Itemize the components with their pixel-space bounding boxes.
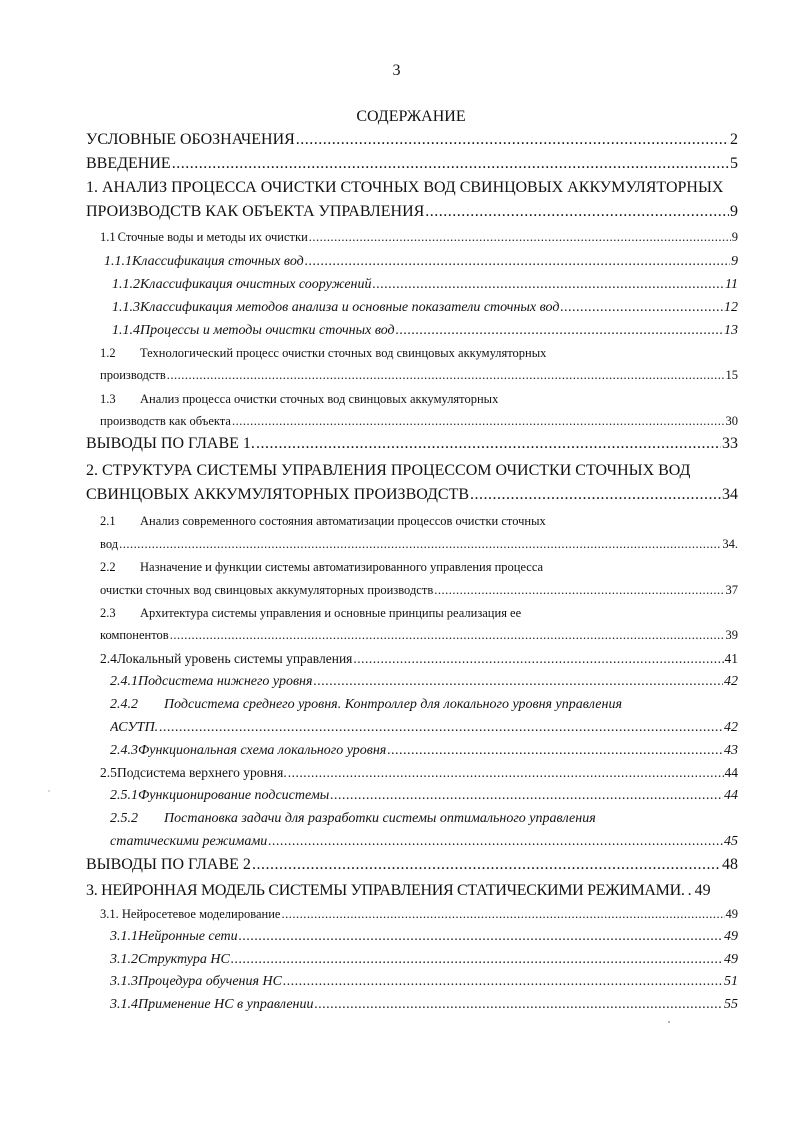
toc-entry-page: 30 [725, 415, 738, 428]
toc-entry-page: 51 [724, 975, 738, 989]
toc-entry-2-1[interactable] [100, 515, 740, 528]
toc-entry-text: Функциональная схема локального уровня [138, 744, 387, 758]
toc-entry-number: 1.1.1 [104, 255, 132, 269]
toc-entry-2-5-2[interactable] [110, 812, 740, 826]
toc-entry-conclusions-1[interactable] [86, 436, 738, 452]
toc-entry-3-1-3[interactable] [110, 975, 738, 989]
toc-entry-text: АСУТП. [110, 721, 159, 735]
leader-dots [560, 301, 723, 315]
leader-dots [305, 255, 730, 269]
toc-entry-number: 1.1.2 [112, 278, 140, 292]
toc-entry-3-1-4[interactable] [110, 998, 738, 1012]
toc-entry-page: 43 [724, 744, 738, 758]
leader-dots [170, 629, 725, 642]
toc-entry-number: 3.1.2 [110, 953, 138, 967]
toc-entry-number: 3.1.4 [110, 998, 138, 1012]
leader-dots [281, 908, 724, 921]
toc-entry-number: 1.3 [100, 393, 116, 406]
toc-entry-page: 9 [731, 231, 738, 244]
toc-entry-2-3[interactable] [100, 607, 740, 620]
toc-entry-1-2-cont[interactable] [100, 369, 738, 382]
toc-entry-number: 1.2 [100, 347, 116, 360]
toc-entry-2-2[interactable] [100, 561, 740, 574]
leader-dots [434, 584, 724, 597]
toc-entry-text: 2. СТРУКТУРА СИСТЕМЫ УПРАВЛЕНИЯ ПРОЦЕССОМ ОЧИСТКИ СТОЧНЫХ ВОД [86, 463, 691, 479]
toc-entry-page: 44 [724, 789, 738, 803]
toc-entry-text: Классификация методов анализа и основные показатели сточных вод [140, 301, 560, 315]
toc-entry-2-5[interactable] [100, 766, 738, 780]
toc-entry-page: 34 [722, 487, 738, 503]
toc-entry-text: Классификация очистных сооружений [140, 278, 372, 292]
toc-entry-1-3[interactable] [100, 393, 740, 406]
toc-entry-page: 9 [731, 255, 738, 269]
toc-entry-2-4-2[interactable] [110, 698, 740, 712]
toc-entry-text: ПРОИЗВОДСТВ КАК ОБЪЕКТА УПРАВЛЕНИЯ [86, 204, 425, 220]
toc-entry-text: 3. НЕЙРОННАЯ МОДЕЛЬ СИСТЕМЫ УПРАВЛЕНИЯ СТАТИЧЕСКИМИ РЕЖИМАМИ. [86, 883, 685, 899]
leader-dots [283, 975, 723, 989]
toc-entry-page: 55 [724, 998, 738, 1012]
toc-entry-text: Анализ процесса очистки сточных вод свинцовых аккумуляторных [140, 393, 499, 406]
toc-entry-page: 42 [724, 675, 738, 689]
toc-entry-text: Архитектура системы управления и основные принципы реализация ее [140, 607, 522, 620]
toc-entry-page: 9 [730, 204, 738, 220]
leader-dots [239, 930, 723, 944]
toc-entry-number: 2.4.2 [110, 698, 138, 712]
toc-entry-text: Классификация сточных вод [132, 255, 304, 269]
toc-entry-text: Локальный уровень системы управления [116, 652, 353, 666]
toc-entry-text: Функционирование подсистемы [138, 789, 330, 803]
toc-entry-1-1-1[interactable] [104, 255, 738, 269]
toc-entry-page: 49 [725, 908, 738, 921]
toc-entry-number: 1.1.4 [112, 324, 140, 338]
toc-entry-2-2-cont[interactable] [100, 584, 738, 597]
toc-entry-text: производств [100, 369, 166, 382]
leader-dots [353, 652, 723, 666]
toc-entry-text: вод [100, 538, 119, 551]
toc-entry-2-4-2-cont[interactable] [110, 721, 738, 735]
toc-entry-2-1-cont[interactable] [100, 538, 738, 551]
toc-entry-number: 1.1.3 [112, 301, 140, 315]
toc-entry-text: статическими режимами [110, 835, 268, 849]
toc-entry-text: производств как объекта [100, 415, 231, 428]
toc-entry-text: ВЫВОДЫ ПО ГЛАВЕ 2 [86, 857, 251, 873]
toc-entry-number: 1.1 [100, 231, 116, 244]
leader-dots [252, 857, 721, 873]
toc-entry-chapter-2-cont[interactable] [86, 487, 738, 503]
toc-entry-1-1-4[interactable] [112, 324, 738, 338]
toc-entry-text: 1. АНАЛИЗ ПРОЦЕССА ОЧИСТКИ СТОЧНЫХ ВОД СВИНЦОВЫХ АККУМУЛЯТОРНЫХ [86, 180, 724, 196]
toc-entry-page: 49 [694, 883, 711, 899]
leader-dots [315, 998, 723, 1012]
toc-entry-page: 49 [724, 953, 738, 967]
toc-entry-1-3-cont[interactable] [100, 415, 738, 428]
toc-entry-conclusions-2[interactable] [86, 857, 738, 873]
toc-entry-page: 44 [724, 766, 738, 780]
toc-entry-text: Процедура обучения НС [138, 975, 282, 989]
leader-dots [470, 487, 721, 503]
toc-entry-1-1[interactable] [100, 231, 738, 244]
leader-dots [296, 132, 729, 148]
toc-entry-number: 2.4.1 [110, 675, 138, 689]
toc-entry-2-4[interactable] [100, 652, 738, 666]
toc-entry-3-1-1[interactable] [110, 930, 738, 944]
toc-entry-number: 2.4.3 [110, 744, 138, 758]
toc-entry-2-5-2-cont[interactable] [110, 835, 738, 849]
toc-entry-text: Технологический процесс очистки сточных вод свинцовых аккумуляторных [140, 347, 547, 360]
leader-dots [256, 436, 721, 452]
leader-dots [330, 789, 723, 803]
toc-entry-number: 2.5.1 [110, 789, 138, 803]
page-number: 3 [392, 62, 401, 79]
toc-entry-text: Сточные воды и методы их очистки [117, 231, 308, 244]
leader-dots [172, 156, 729, 172]
toc-entry-page: 33 [722, 436, 738, 452]
toc-entry-page: 15 [725, 369, 738, 382]
toc-entry-3-1-2[interactable] [110, 953, 738, 967]
toc-entry-text: ВВЕДЕНИЕ [86, 156, 171, 172]
toc-entry-page: 2 [730, 132, 738, 148]
toc-entry-text: Нейронные сети [138, 930, 238, 944]
leader-dots [396, 324, 723, 338]
toc-entry-symbols[interactable] [86, 132, 738, 148]
toc-entry-text: Применение НС в управлении [138, 998, 314, 1012]
leader-dots [688, 883, 692, 899]
toc-entry-page: 41 [724, 652, 738, 666]
toc-entry-text: компонентов [100, 629, 169, 642]
toc-entry-2-5-1[interactable] [110, 789, 738, 803]
toc-entry-2-3-cont[interactable] [100, 629, 738, 642]
toc-entry-chapter-3[interactable] [86, 883, 738, 899]
toc-entry-text: очистки сточных вод свинцовых аккумуляторных производств [100, 584, 434, 597]
scan-speck [668, 1021, 670, 1023]
toc-entry-page: 11 [725, 278, 738, 292]
toc-entry-number: 3.1.3 [110, 975, 138, 989]
leader-dots [167, 369, 725, 382]
toc-entry-text: Подсистема среднего уровня. Контроллер для локального уровня управления [164, 698, 622, 712]
toc-entry-number: 2.3 [100, 607, 116, 620]
leader-dots [268, 835, 723, 849]
leader-dots [232, 415, 725, 428]
toc-entry-text: ВЫВОДЫ ПО ГЛАВЕ 1. [86, 436, 255, 452]
toc-entry-text: Подсистема нижнего уровня [138, 675, 313, 689]
toc-entry-page: 5 [730, 156, 738, 172]
toc-entry-text: Процессы и методы очистки сточных вод [140, 324, 395, 338]
toc-entry-number: 2.2 [100, 561, 116, 574]
toc-entry-number: 2.4 [100, 652, 117, 666]
toc-entry-page: 45 [724, 835, 738, 849]
toc-entry-chapter-1[interactable] [86, 180, 746, 196]
leader-dots [231, 953, 723, 967]
toc-entry-number: 3.1.1 [110, 930, 138, 944]
leader-dots [309, 231, 731, 244]
leader-dots [288, 766, 724, 780]
leader-dots [314, 675, 724, 689]
leader-dots [372, 278, 724, 292]
toc-entry-page: 34. [722, 538, 738, 551]
toc-entry-page: 13 [724, 324, 738, 338]
toc-entry-text: УСЛОВНЫЕ ОБОЗНАЧЕНИЯ [86, 132, 295, 148]
leader-dots [119, 538, 721, 551]
toc-entry-page: 12 [724, 301, 738, 315]
scan-speck [48, 790, 50, 792]
toc-entry-page: 39 [725, 629, 738, 642]
toc-entry-2-4-1[interactable] [110, 675, 738, 689]
toc-entry-1-2[interactable] [100, 347, 740, 360]
toc-entry-text: 3.1. Нейросетевое моделирование [100, 908, 281, 921]
toc-entry-number: 2.1 [100, 515, 116, 528]
toc-entry-text: Назначение и функции системы автоматизированного управления процесса [140, 561, 544, 574]
toc-entry-page: 48 [722, 857, 738, 873]
toc-entry-2-4-3[interactable] [110, 744, 738, 758]
toc-entry-1-1-2[interactable] [112, 278, 738, 292]
toc-entry-1-1-3[interactable] [112, 301, 738, 315]
toc-entry-page: 37 [725, 584, 738, 597]
toc-entry-introduction[interactable] [86, 156, 738, 172]
toc-entry-text: Подсистема верхнего уровня. [117, 766, 287, 780]
toc-entry-page: 42 [724, 721, 738, 735]
leader-dots [159, 721, 723, 735]
toc-entry-page: 49 [724, 930, 738, 944]
toc-entry-chapter-1-cont[interactable] [86, 204, 738, 220]
toc-entry-text: Анализ современного состояния автоматизации процессов очистки сточных [140, 515, 546, 528]
leader-dots [425, 204, 729, 220]
toc-entry-number: 2.5.2 [110, 812, 138, 826]
toc-entry-number: 2.5 [100, 766, 117, 780]
toc-entry-3-1[interactable] [100, 908, 738, 921]
toc-entry-text: Структура НС [138, 953, 230, 967]
leader-dots [387, 744, 723, 758]
toc-entry-text: СВИНЦОВЫХ АККУМУЛЯТОРНЫХ ПРОИЗВОДСТВ [86, 487, 470, 503]
toc-entry-text: Постановка задачи для разработки системы оптимального управления [164, 812, 596, 826]
toc-title: СОДЕРЖАНИЕ [356, 108, 466, 125]
toc-entry-chapter-2[interactable] [86, 463, 736, 479]
